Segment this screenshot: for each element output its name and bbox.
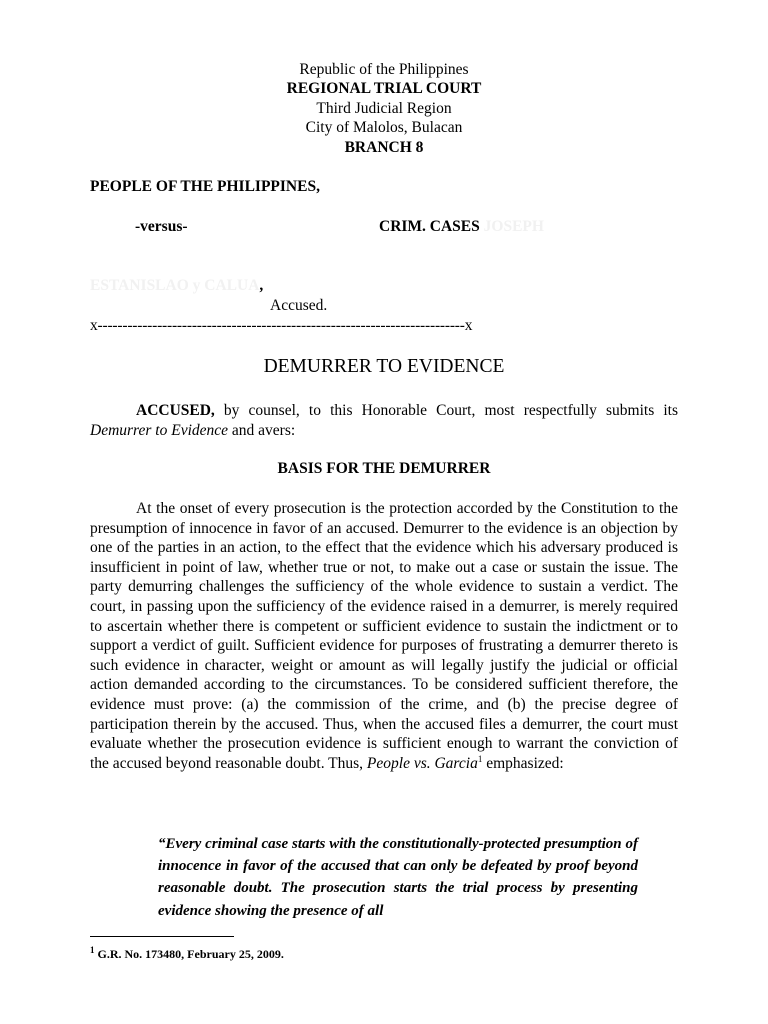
body-tail: emphasized: — [482, 754, 564, 772]
redacted-name-1: JOSEPH — [483, 218, 544, 235]
caption-comma: , — [259, 277, 264, 294]
intro-paragraph — [90, 401, 678, 440]
header-court: REGIONAL TRIAL COURT — [286, 80, 482, 97]
header-city: City of Malolos, Bulacan — [305, 119, 463, 136]
block-quote: “Every criminal case starts with the constitutionally-protected presumption of innocence in favor of the accused that can only be defeated by proof beyond reasonable doubt. The prosecution starts the trial process by presenting evidence showing the presence of all — [158, 836, 638, 919]
redacted-name-2: ESTANISLAO y CALUA — [90, 277, 260, 294]
caption-divider: x--------------------------------------------------------------------------x — [90, 317, 473, 334]
intro-italic: Demurrer to Evidence — [90, 421, 229, 439]
caption-crim-cases — [379, 217, 544, 237]
section-heading: BASIS FOR THE DEMURRER — [277, 460, 491, 477]
caption-versus: -versus- — [135, 218, 188, 235]
header-republic: Republic of the Philippines — [299, 61, 469, 78]
document-title: DEMURRER TO EVIDENCE — [263, 356, 505, 377]
caption-accused-label: Accused. — [270, 297, 328, 314]
footnote-reference[interactable]: 1 — [477, 753, 483, 764]
caption-accused-name — [90, 276, 263, 296]
caption-plaintiff: PEOPLE OF THE PHILIPPINES, — [90, 178, 320, 195]
footnote-number: 1 — [90, 945, 95, 955]
footnote — [90, 945, 284, 963]
intro-text-2: and avers: — [228, 421, 296, 439]
intro-text-1: by counsel, to this Honorable Court, most respectfully submits its — [214, 402, 678, 419]
intro-bold-lead: ACCUSED, — [136, 402, 215, 419]
body-text: At the onset of every prosecution is the protection accorded by the Constitution to the presumption of innocence in favor of an accused. Demurrer to the evidence is an objection by one of the parties in an action, to the effect that the evidence which his adversary produced is insufficient in point of law, whether true or not, to make out a case or sustain the issue. The party demurring challenges the sufficiency of the whole evidence to sustain a verdict. The court, in passing upon the sufficiency of the evidence raised in a demurrer, is merely required to ascertain whether there is competent or sufficient evidence to sustain the indictment or to support a verdict of guilt. Sufficient evidence for purposes of frustrating a demurrer thereto is such evidence in character, weight or amount as will legally justify the judicial or official action demanded according to the circumstances. To be considered sufficient therefore, the evidence must prove: (a) the commission of the crime, and (b) the precise degree of participation therein by the accused. Thus, when the accused files a demurrer, the court must evaluate whether the prosecution evidence is sufficient enough to warrant the conviction of the accused beyond reasonable doubt. Thus, — [90, 500, 678, 772]
footnote-divider — [90, 936, 234, 937]
crim-cases-label: CRIM. CASES — [379, 218, 480, 235]
body-paragraph — [90, 499, 678, 773]
body-italic-case: People vs. Garcia — [366, 754, 478, 772]
header-region: Third Judicial Region — [316, 100, 452, 117]
header-branch: BRANCH 8 — [344, 139, 424, 156]
footnote-text: G.R. No. 173480, February 25, 2009. — [94, 947, 284, 961]
